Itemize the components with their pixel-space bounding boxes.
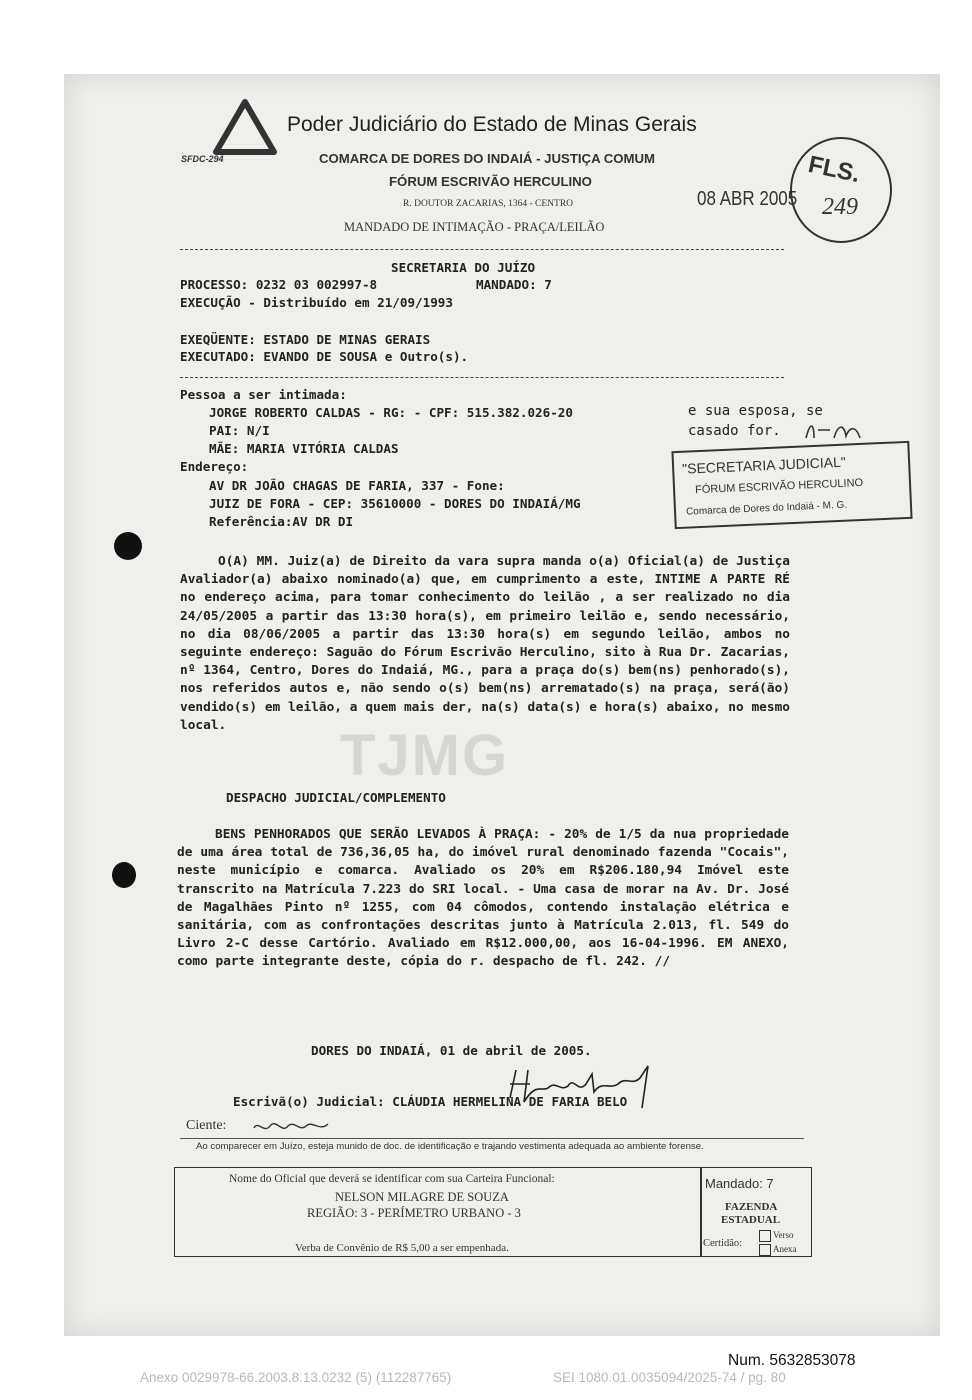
stamp-line-secretaria: "SECRETARIA JUDICIAL" xyxy=(681,453,847,477)
place-and-date: DORES DO INDAIÁ, 01 de abril de 2005. xyxy=(311,1043,592,1058)
dashed-separator xyxy=(180,249,784,250)
fls-circle-stamp xyxy=(786,134,896,246)
hole-punch-mark xyxy=(114,532,142,560)
secretaria-title: SECRETARIA DO JUÍZO xyxy=(391,260,536,275)
despacho-title: DESPACHO JUDICIAL/COMPLEMENTO xyxy=(226,790,446,805)
handwritten-initials-mark xyxy=(800,418,870,444)
pessoa-mae: MÃE: MARIA VITÓRIA CALDAS xyxy=(209,441,399,456)
document-number: Num. 5632853078 xyxy=(728,1352,856,1369)
handwritten-annotation-casado: casado for. xyxy=(688,423,781,439)
stamp-line-comarca: Comarca de Dores do Indaiá - M. G. xyxy=(685,499,848,518)
escriva-line: Escrivã(o) Judicial: CLÁUDIA HERMELINA DE FARIA BELO xyxy=(233,1094,628,1109)
pessoa-pai: PAI: N/I xyxy=(209,423,270,438)
stamp-line-forum: FÓRUM ESCRIVÃO HERCULINO xyxy=(694,476,864,497)
certidao-verso-option xyxy=(759,1230,794,1242)
certidao-label: Certidão: xyxy=(703,1238,743,1249)
footer-anexo-reference: Anexo 0029978-66.2003.8.13.0232 (5) (112287765) xyxy=(140,1370,452,1385)
oficial-instruction: Nome do Oficial que deverá se identificar com sua Carteira Funcional: xyxy=(229,1173,555,1185)
ciente-underline xyxy=(180,1138,804,1139)
ciente-label: Ciente: xyxy=(186,1118,227,1133)
tjmg-watermark: TJMG xyxy=(340,723,510,788)
anexa-label: Anexa xyxy=(773,1244,797,1255)
ciente-handwritten-mark xyxy=(248,1114,338,1138)
exequente-line: EXEQÜENTE: ESTADO DE MINAS GERAIS xyxy=(180,332,431,347)
handwritten-annotation-spouse: e sua esposa, se xyxy=(688,403,823,419)
mandado-number: MANDADO: 7 xyxy=(476,277,552,292)
execucao-line: EXECUÇÃO - Distribuído em 21/09/1993 xyxy=(180,295,453,310)
fls-page-number: 249 xyxy=(822,194,858,220)
forum-line: FÓRUM ESCRIVÃO HERCULINO xyxy=(389,174,592,189)
executado-line: EXECUTADO: EVANDO DE SOUSA e Outro(s). xyxy=(180,349,469,364)
intimation-paragraph: O(A) MM. Juiz(a) de Direito da vara supra manda o(a) Oficial(a) de Justiça Avaliador(a) abaixo nominado(a) que, em cumprimento a este, INTIME A PARTE RÉ no endereço acima, para tomar conhecimento do leilão , a ser realizado no dia 24/05/2005 a partir das 13:30 hora(s), em primeiro leilão e, sendo necessário, no dia 08/06/2005 a partir das 13:30 hora(s) em segundo leilão, ambos no seguinte endereço: Saguão do Fórum Escrivão Herculino, sito à Rua Dr. Zacarias, nº 1364, Centro, Dores do Indaiá, MG., para a praça do(s) bem(ns) penhorado(s), nos referidos autos e, não sendo o(s) bem(ns) arrematado(s) na praça, será(ão) vendido(s) em leilão, a quem mais der, na(s) data(s) e hora(s) abaixo, no mesmo local. xyxy=(180,554,790,733)
verba-convenio: Verba de Convênio de R$ 5,00 a ser empenhada. xyxy=(295,1242,509,1254)
institution-title: Poder Judiciário do Estado de Minas Gerais xyxy=(287,113,697,136)
dress-code-notice: Ao comparecer em Juízo, esteja munido de doc. de identificação e trajando vestimenta adequada ao ambiente forense. xyxy=(196,1141,704,1152)
pessoa-heading: Pessoa a ser intimada: xyxy=(180,387,347,402)
mandado-box-title: Mandado: 7 xyxy=(705,1176,774,1191)
pessoa-name-cpf: JORGE ROBERTO CALDAS - RG: - CPF: 515.382.026-20 xyxy=(209,405,573,420)
comarca-line: COMARCA DE DORES DO INDAIÁ - JUSTIÇA COMUM xyxy=(319,151,656,166)
oficial-regiao: REGIÃO: 3 - PERÍMETRO URBANO - 3 xyxy=(307,1206,521,1220)
processo-number: PROCESSO: 0232 03 002997-8 xyxy=(180,277,378,292)
referencia-line: Referência:AV DR DI xyxy=(209,514,354,529)
received-date-stamp: 08 ABR 2005 xyxy=(697,188,798,210)
endereco-line-1: AV DR JOÃO CHAGAS DE FARIA, 337 - Fone: xyxy=(209,478,505,493)
fls-stamp-label: FLS. xyxy=(805,150,863,189)
verso-checkbox xyxy=(759,1230,771,1242)
mandado-box-estadual: ESTADUAL xyxy=(721,1214,781,1226)
bens-penhorados-paragraph: BENS PENHORADOS QUE SERÃO LEVADOS À PRAÇA: - 20% de 1/5 da nua propriedade de uma área total de 736,36,05 ha, do imóvel rural denominado fazenda "Cocais", neste município e comarca. Avaliado os 20% em R$206.180,94 Imóvel este transcrito na Matrícula 7.223 do SRI local. - Uma casa de morar na Av. Dr. José de Magalhães Pinto nº 1255, com 04 cômodos, contendo instalação elétrica e sanitária, com as confrontações descritas junto à Matrícula 2.013, fl. 549 do Livro 2-C desse Cartório. Avaliado em R$12.000,00, aos 16-04-1996. EM ANEXO, como parte integrante deste, cópia do r. despacho de fl. 242. // xyxy=(177,827,789,970)
anexa-checkbox xyxy=(759,1244,771,1256)
footer-sei-reference: SEI 1080.01.0035094/2025-74 / pg. 80 xyxy=(553,1370,786,1385)
dashed-separator xyxy=(180,377,784,378)
forum-address: R. DOUTOR ZACARIAS, 1364 - CENTRO xyxy=(403,199,574,209)
tjmg-triangle-logo xyxy=(212,98,278,156)
mandado-info-box xyxy=(700,1167,812,1257)
hole-punch-mark xyxy=(112,862,136,888)
verso-label: Verso xyxy=(773,1230,794,1241)
oficial-name: NELSON MILAGRE DE SOUZA xyxy=(335,1190,509,1204)
endereco-label: Endereço: xyxy=(180,459,249,474)
form-code: SFDC-294 xyxy=(181,154,224,164)
oficial-info-box xyxy=(174,1167,702,1257)
certidao-anexa-option xyxy=(759,1244,797,1256)
document-type-title: MANDADO DE INTIMAÇÃO - PRAÇA/LEILÃO xyxy=(344,220,605,234)
secretaria-judicial-stamp xyxy=(671,441,912,529)
endereco-line-2: JUIZ DE FORA - CEP: 35610000 - DORES DO INDAIÁ/MG xyxy=(209,496,581,511)
mandado-box-fazenda: FAZENDA xyxy=(725,1201,778,1213)
